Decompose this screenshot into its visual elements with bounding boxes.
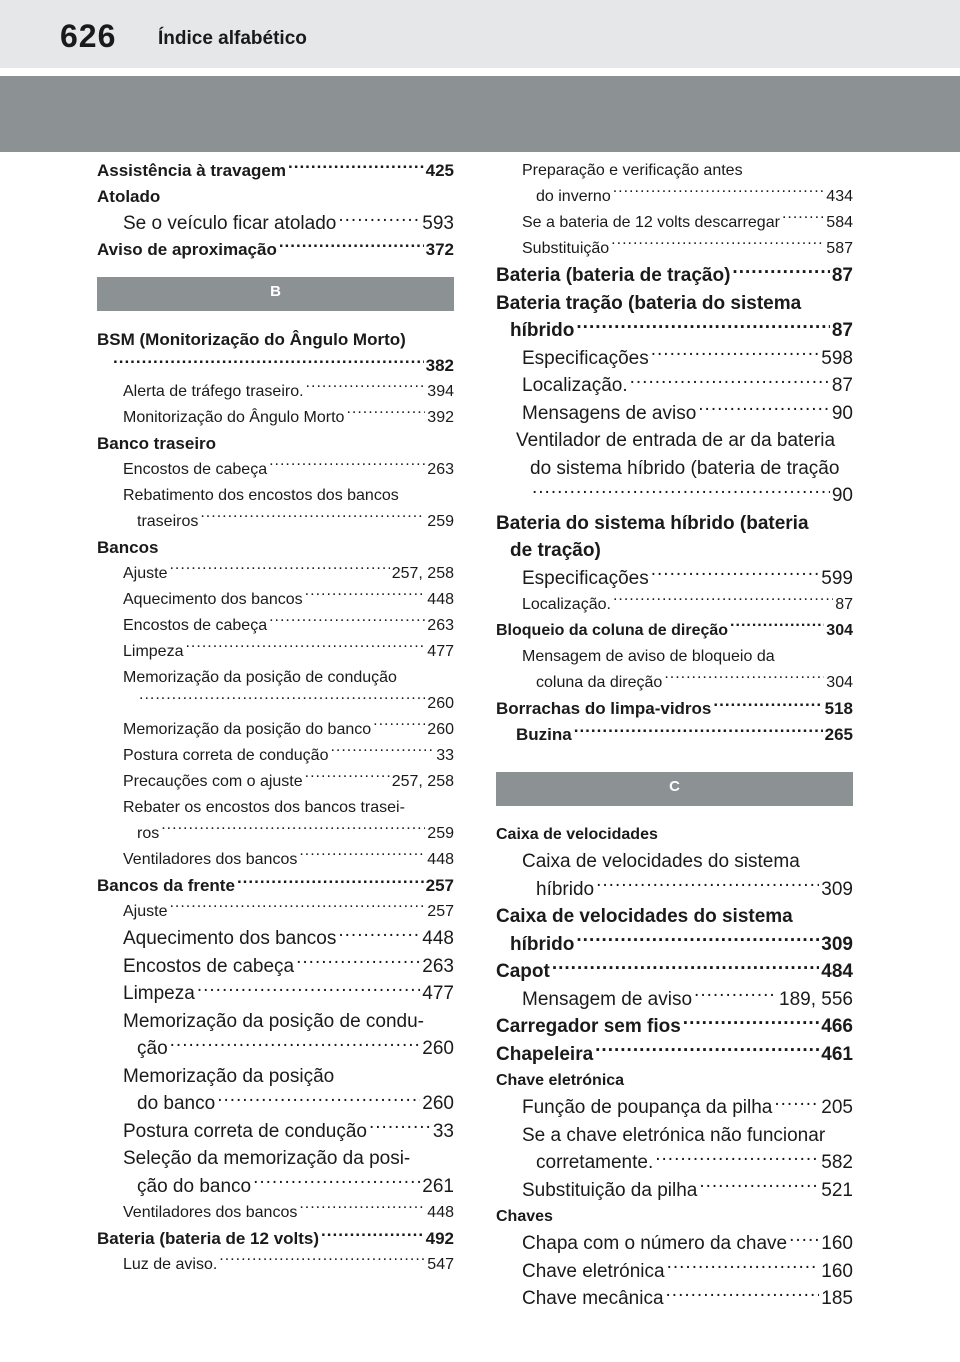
index-entry: Ventilador de entrada de ar da bateria <box>516 430 836 451</box>
index-entry: Assistência à travagem ..... 425 <box>97 158 454 184</box>
index-entry: Especificações ..... 598 <box>496 345 853 373</box>
index-entry: híbrido ..... 87 <box>496 317 853 345</box>
index-column-left <box>97 158 454 1278</box>
index-entry: Se a bateria de 12 volts descarregar ..... 584 <box>496 210 853 236</box>
index-entry: Rebatimento dos encostos dos bancos <box>123 487 399 504</box>
index-entry: ção ..... 260 <box>97 1035 454 1063</box>
index-entry: do sistema híbrido (bateria de tração <box>530 457 840 479</box>
index-entry: Encostos de cabeça ..... 263 <box>97 953 454 981</box>
index-entry: Bateria tração (bateria do sistema <box>496 292 802 314</box>
index-entry: Atolado <box>97 187 161 206</box>
index-entry: coluna da direção ..... 304 <box>496 670 853 696</box>
index-entry: Caixa de velocidades <box>496 826 658 843</box>
index-entry: de tração) <box>510 540 601 561</box>
index-entry: Luz de aviso. ..... 547 <box>97 1252 454 1278</box>
index-entry: Se a chave eletrónica não funcionar <box>522 1124 826 1146</box>
index-entry: Precauções com o ajuste ..... 257, 258 <box>97 769 454 795</box>
index-entry: híbrido ..... 309 <box>496 931 853 959</box>
index-entry: Chapa com o número da chave ..... 160 <box>496 1230 853 1258</box>
section-header-c: C <box>496 772 853 806</box>
index-entry: Chave eletrónica ..... 160 <box>496 1258 853 1286</box>
index-entry: Aquecimento dos bancos ..... 448 <box>97 587 454 613</box>
index-entry: Chaves <box>496 1208 553 1225</box>
index-entry: ..... 90 <box>496 482 853 510</box>
index-entry: Caixa de velocidades do sistema <box>496 906 793 927</box>
index-entry: Carregador sem fios ..... 466 <box>496 1013 853 1041</box>
index-entry: Postura correta de condução ..... 33 <box>97 743 454 769</box>
index-entry: Bateria (bateria de 12 volts) ..... 492 <box>97 1226 454 1252</box>
index-column-right <box>496 158 853 1313</box>
index-entry: corretamente. ..... 582 <box>496 1149 853 1177</box>
index-entry: Mensagem de aviso de bloqueio da <box>522 648 775 665</box>
index-entry: Limpeza ..... 477 <box>97 639 454 665</box>
index-entry: Se o veículo ficar atolado ..... 593 <box>97 210 454 237</box>
index-entry: Banco traseiro <box>97 434 217 453</box>
index-entry: Buzina ..... 265 <box>496 722 853 748</box>
index-entry: ros ..... 259 <box>97 821 454 847</box>
index-entry: Mensagens de aviso ..... 90 <box>496 400 853 428</box>
header-band <box>0 76 960 152</box>
section-header-b: B <box>97 277 454 311</box>
index-entry: Função de poupança da pilha ..... 205 <box>496 1094 853 1122</box>
index-entry: Bancos da frente ..... 257 <box>97 873 454 899</box>
index-entry: Bateria (bateria de tração) ..... 87 <box>496 262 853 290</box>
index-entry: híbrido ..... 309 <box>496 876 853 904</box>
index-entry: Chapeleira ..... 461 <box>496 1041 853 1069</box>
index-entry: ..... 382 <box>97 353 454 379</box>
index-entry: Borrachas do limpa-vidros ..... 518 <box>496 696 853 722</box>
index-entry: Substituição da pilha ..... 521 <box>496 1177 853 1205</box>
index-entry: Monitorização do Ângulo Morto ..... 392 <box>97 405 454 431</box>
index-entry: Localização. ..... 87 <box>496 592 853 618</box>
index-entry: Ajuste ..... 257, 258 <box>97 561 454 587</box>
index-entry: Especificações ..... 599 <box>496 565 853 593</box>
index-entry: Caixa de velocidades do sistema <box>522 851 800 872</box>
index-entry: Memorização da posição <box>123 1065 335 1087</box>
index-entry: ção do banco ..... 261 <box>97 1173 454 1201</box>
index-entry: Rebater os encostos dos bancos trasei- <box>123 799 405 816</box>
index-entry: Limpeza ..... 477 <box>97 980 454 1008</box>
index-entry: Memorização da posição do banco ..... 260 <box>97 717 454 743</box>
index-entry: Preparação e verificação antes <box>522 162 743 179</box>
index-entry: Memorização da posição de condução <box>123 669 397 686</box>
index-entry: Chave eletrónica <box>496 1072 625 1089</box>
index-entry: Mensagem de aviso ..... 189, 556 <box>496 986 853 1014</box>
index-entry: ..... 260 <box>97 691 454 717</box>
index-entry: Bancos <box>97 538 159 557</box>
index-entry: Encostos de cabeça ..... 263 <box>97 613 454 639</box>
index-entry: Encostos de cabeça ..... 263 <box>97 457 454 483</box>
header-bar <box>0 0 960 68</box>
page-title: Índice alfabético <box>158 28 307 49</box>
page-number: 626 <box>60 18 117 54</box>
index-entry: Memorização da posição de condu- <box>123 1010 425 1032</box>
index-entry: Bloqueio da coluna de direção ..... 304 <box>496 618 853 644</box>
index-entry: Postura correta de condução ..... 33 <box>97 1118 454 1146</box>
index-entry: BSM (Monitorização do Ângulo Morto) <box>97 330 406 349</box>
index-entry: Ventiladores dos bancos ..... 448 <box>97 1200 454 1226</box>
index-entry: Bateria do sistema híbrido (bateria <box>496 512 809 534</box>
index-entry: Aviso de aproximação ..... 372 <box>97 237 454 263</box>
index-entry: Ajuste ..... 257 <box>97 899 454 925</box>
index-entry: Substituição ..... 587 <box>496 236 853 262</box>
index-entry: Localização. ..... 87 <box>496 372 853 400</box>
index-entry: Ventiladores dos bancos ..... 448 <box>97 847 454 873</box>
index-entry: Seleção da memorização da posi- <box>123 1148 411 1169</box>
index-entry: do banco ..... 260 <box>97 1090 454 1118</box>
index-entry: traseiros ..... 259 <box>97 509 454 535</box>
index-entry: Aquecimento dos bancos ..... 448 <box>97 925 454 953</box>
index-entry: Chave mecânica ..... 185 <box>496 1285 853 1313</box>
index-entry: Capot ..... 484 <box>496 958 853 986</box>
index-entry: Alerta de tráfego traseiro. ..... 394 <box>97 379 454 405</box>
index-entry: do inverno ..... 434 <box>496 184 853 210</box>
